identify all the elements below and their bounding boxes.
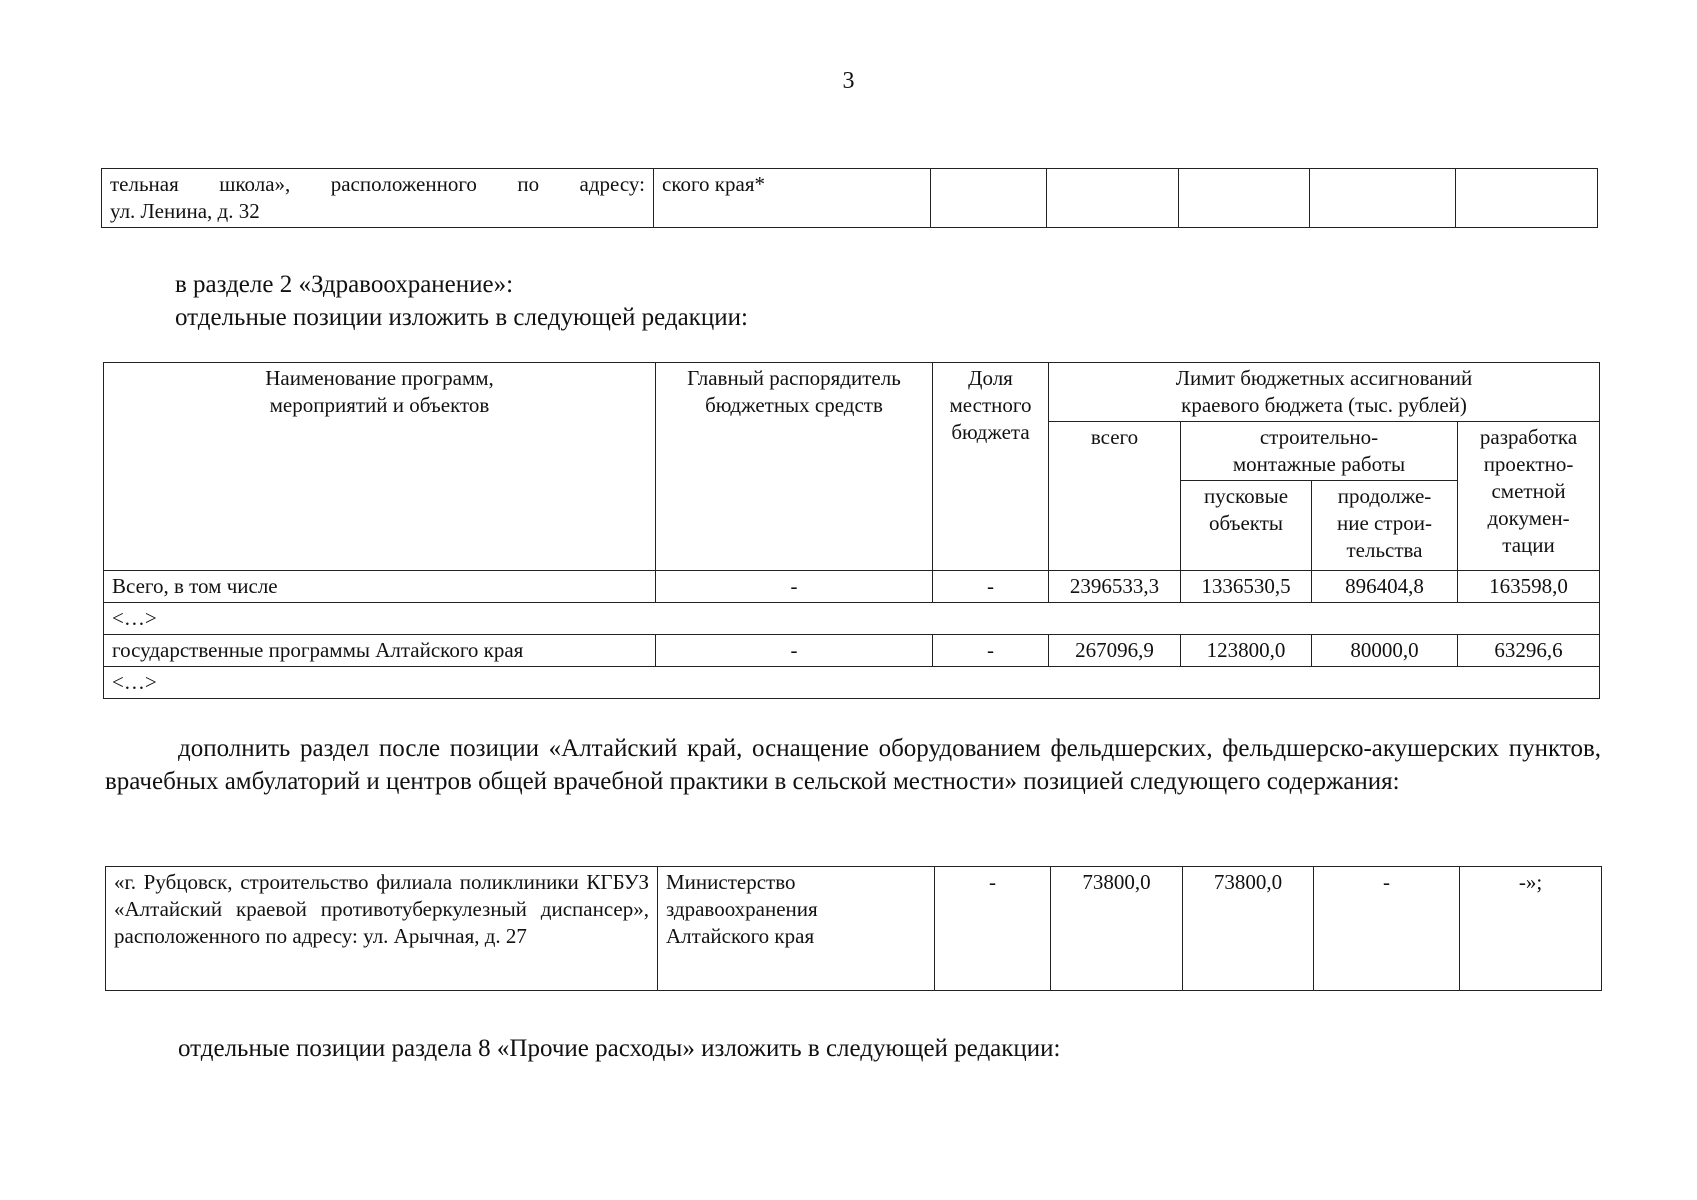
row-total: 267096,9 — [1049, 635, 1181, 667]
new-row-share: - — [935, 867, 1051, 991]
header-design-line1: разработка — [1479, 425, 1578, 449]
new-row-design: -»; — [1460, 867, 1602, 991]
new-row-total: 73800,0 — [1051, 867, 1183, 991]
page-number: 3 — [842, 68, 855, 94]
ellipsis-row: <…> — [104, 667, 1600, 699]
section-intro — [175, 268, 1475, 334]
row-share: - — [933, 571, 1049, 603]
header-continue-line3: тельства — [1346, 538, 1423, 562]
new-row-admin — [658, 867, 935, 991]
row-design: 63296,6 — [1458, 635, 1600, 667]
header-name-line2: мероприятий и объектов — [269, 393, 490, 417]
header-design-line5: тации — [1502, 533, 1555, 557]
empty-cell — [931, 169, 1047, 228]
supplement-paragraph: дополнить раздел после позиции «Алтайский край, оснащение оборудованием фельдшерских, фельдшерско-акушерских пунктов, врачебных амбулаторий и центров общей врачебной практики в сельской местности» позицией следующего содержания: — [105, 735, 1601, 795]
empty-cell — [1179, 169, 1310, 228]
header-continue-line2: ние строи- — [1336, 511, 1433, 535]
row-name: Всего, в том числе — [104, 571, 656, 603]
header-admin-line2: бюджетных средств — [705, 393, 883, 417]
row-continue: 896404,8 — [1312, 571, 1458, 603]
section-intro-line2: отдельные позиции изложить в следующей редакции: — [175, 304, 748, 331]
header-name-line1: Наименование программ, — [265, 366, 494, 390]
table-row — [104, 635, 1600, 667]
table-row — [104, 571, 1600, 603]
section-intro-line1: в разделе 2 «Здравоохранение»: — [175, 271, 514, 298]
header-share — [933, 363, 1049, 571]
continuation-admin-cell: ского края* — [654, 169, 931, 228]
row-total: 2396533,3 — [1049, 571, 1181, 603]
new-row-admin-line2: здравоохранения — [666, 897, 818, 921]
row-admin: - — [656, 571, 933, 603]
header-construction — [1181, 422, 1458, 481]
header-launch-line2: объекты — [1208, 511, 1284, 535]
header-launch — [1181, 481, 1312, 571]
empty-cell — [1310, 169, 1456, 228]
header-limit — [1049, 363, 1600, 422]
new-position-table — [105, 866, 1602, 991]
empty-cell — [1456, 169, 1598, 228]
header-continue-line1: продолже- — [1337, 484, 1432, 508]
continuation-table — [101, 168, 1598, 228]
header-launch-line1: пусковые — [1203, 484, 1289, 508]
row-continue: 80000,0 — [1312, 635, 1458, 667]
header-design — [1458, 422, 1600, 571]
ellipsis-row: <…> — [104, 603, 1600, 635]
header-design-line4: докумен- — [1487, 506, 1570, 530]
row-launch: 1336530,5 — [1181, 571, 1312, 603]
table-row — [104, 603, 1600, 635]
header-name — [104, 363, 656, 571]
row-design: 163598,0 — [1458, 571, 1600, 603]
new-row-name: «г. Рубцовск, строительство филиала поликлиники КГБУЗ «Алтайский краевой противотуберкулезный диспансер», расположенного по адресу: ул. Арычная, д. 27 — [106, 867, 658, 991]
new-row-admin-line1: Министерство — [666, 870, 796, 894]
header-admin — [656, 363, 933, 571]
row-launch: 123800,0 — [1181, 635, 1312, 667]
header-share-line3: бюджета — [951, 420, 1030, 444]
header-limit-line2: краевого бюджета (тыс. рублей) — [1181, 393, 1467, 417]
header-share-line1: Доля — [968, 366, 1013, 390]
row-share: - — [933, 635, 1049, 667]
continuation-name-line2: ул. Ленина, д. 32 — [110, 199, 260, 223]
header-admin-line1: Главный распорядитель — [687, 366, 901, 390]
new-row-admin-line3: Алтайского края — [666, 924, 815, 948]
new-row-continue: - — [1314, 867, 1460, 991]
new-row-launch: 73800,0 — [1183, 867, 1314, 991]
continuation-name-cell — [102, 169, 654, 228]
header-limit-line1: Лимит бюджетных ассигнований — [1175, 366, 1473, 390]
final-line: отдельные позиции раздела 8 «Прочие расходы» изложить в следующей редакции: — [178, 1035, 1061, 1062]
header-construction-line1: строительно- — [1259, 425, 1379, 449]
empty-cell — [1047, 169, 1179, 228]
continuation-name-line1: тельная школа», расположенного по адресу: — [110, 172, 645, 196]
header-share-line2: местного — [949, 393, 1032, 417]
header-construction-line2: монтажные работы — [1232, 452, 1406, 476]
row-admin: - — [656, 635, 933, 667]
header-design-line2: проектно- — [1483, 452, 1574, 476]
header-design-line3: сметной — [1491, 479, 1566, 503]
header-total: всего — [1049, 422, 1181, 571]
header-continue — [1312, 481, 1458, 571]
table-row — [104, 667, 1600, 699]
budget-table — [103, 362, 1600, 699]
row-name: государственные программы Алтайского края — [104, 635, 656, 667]
